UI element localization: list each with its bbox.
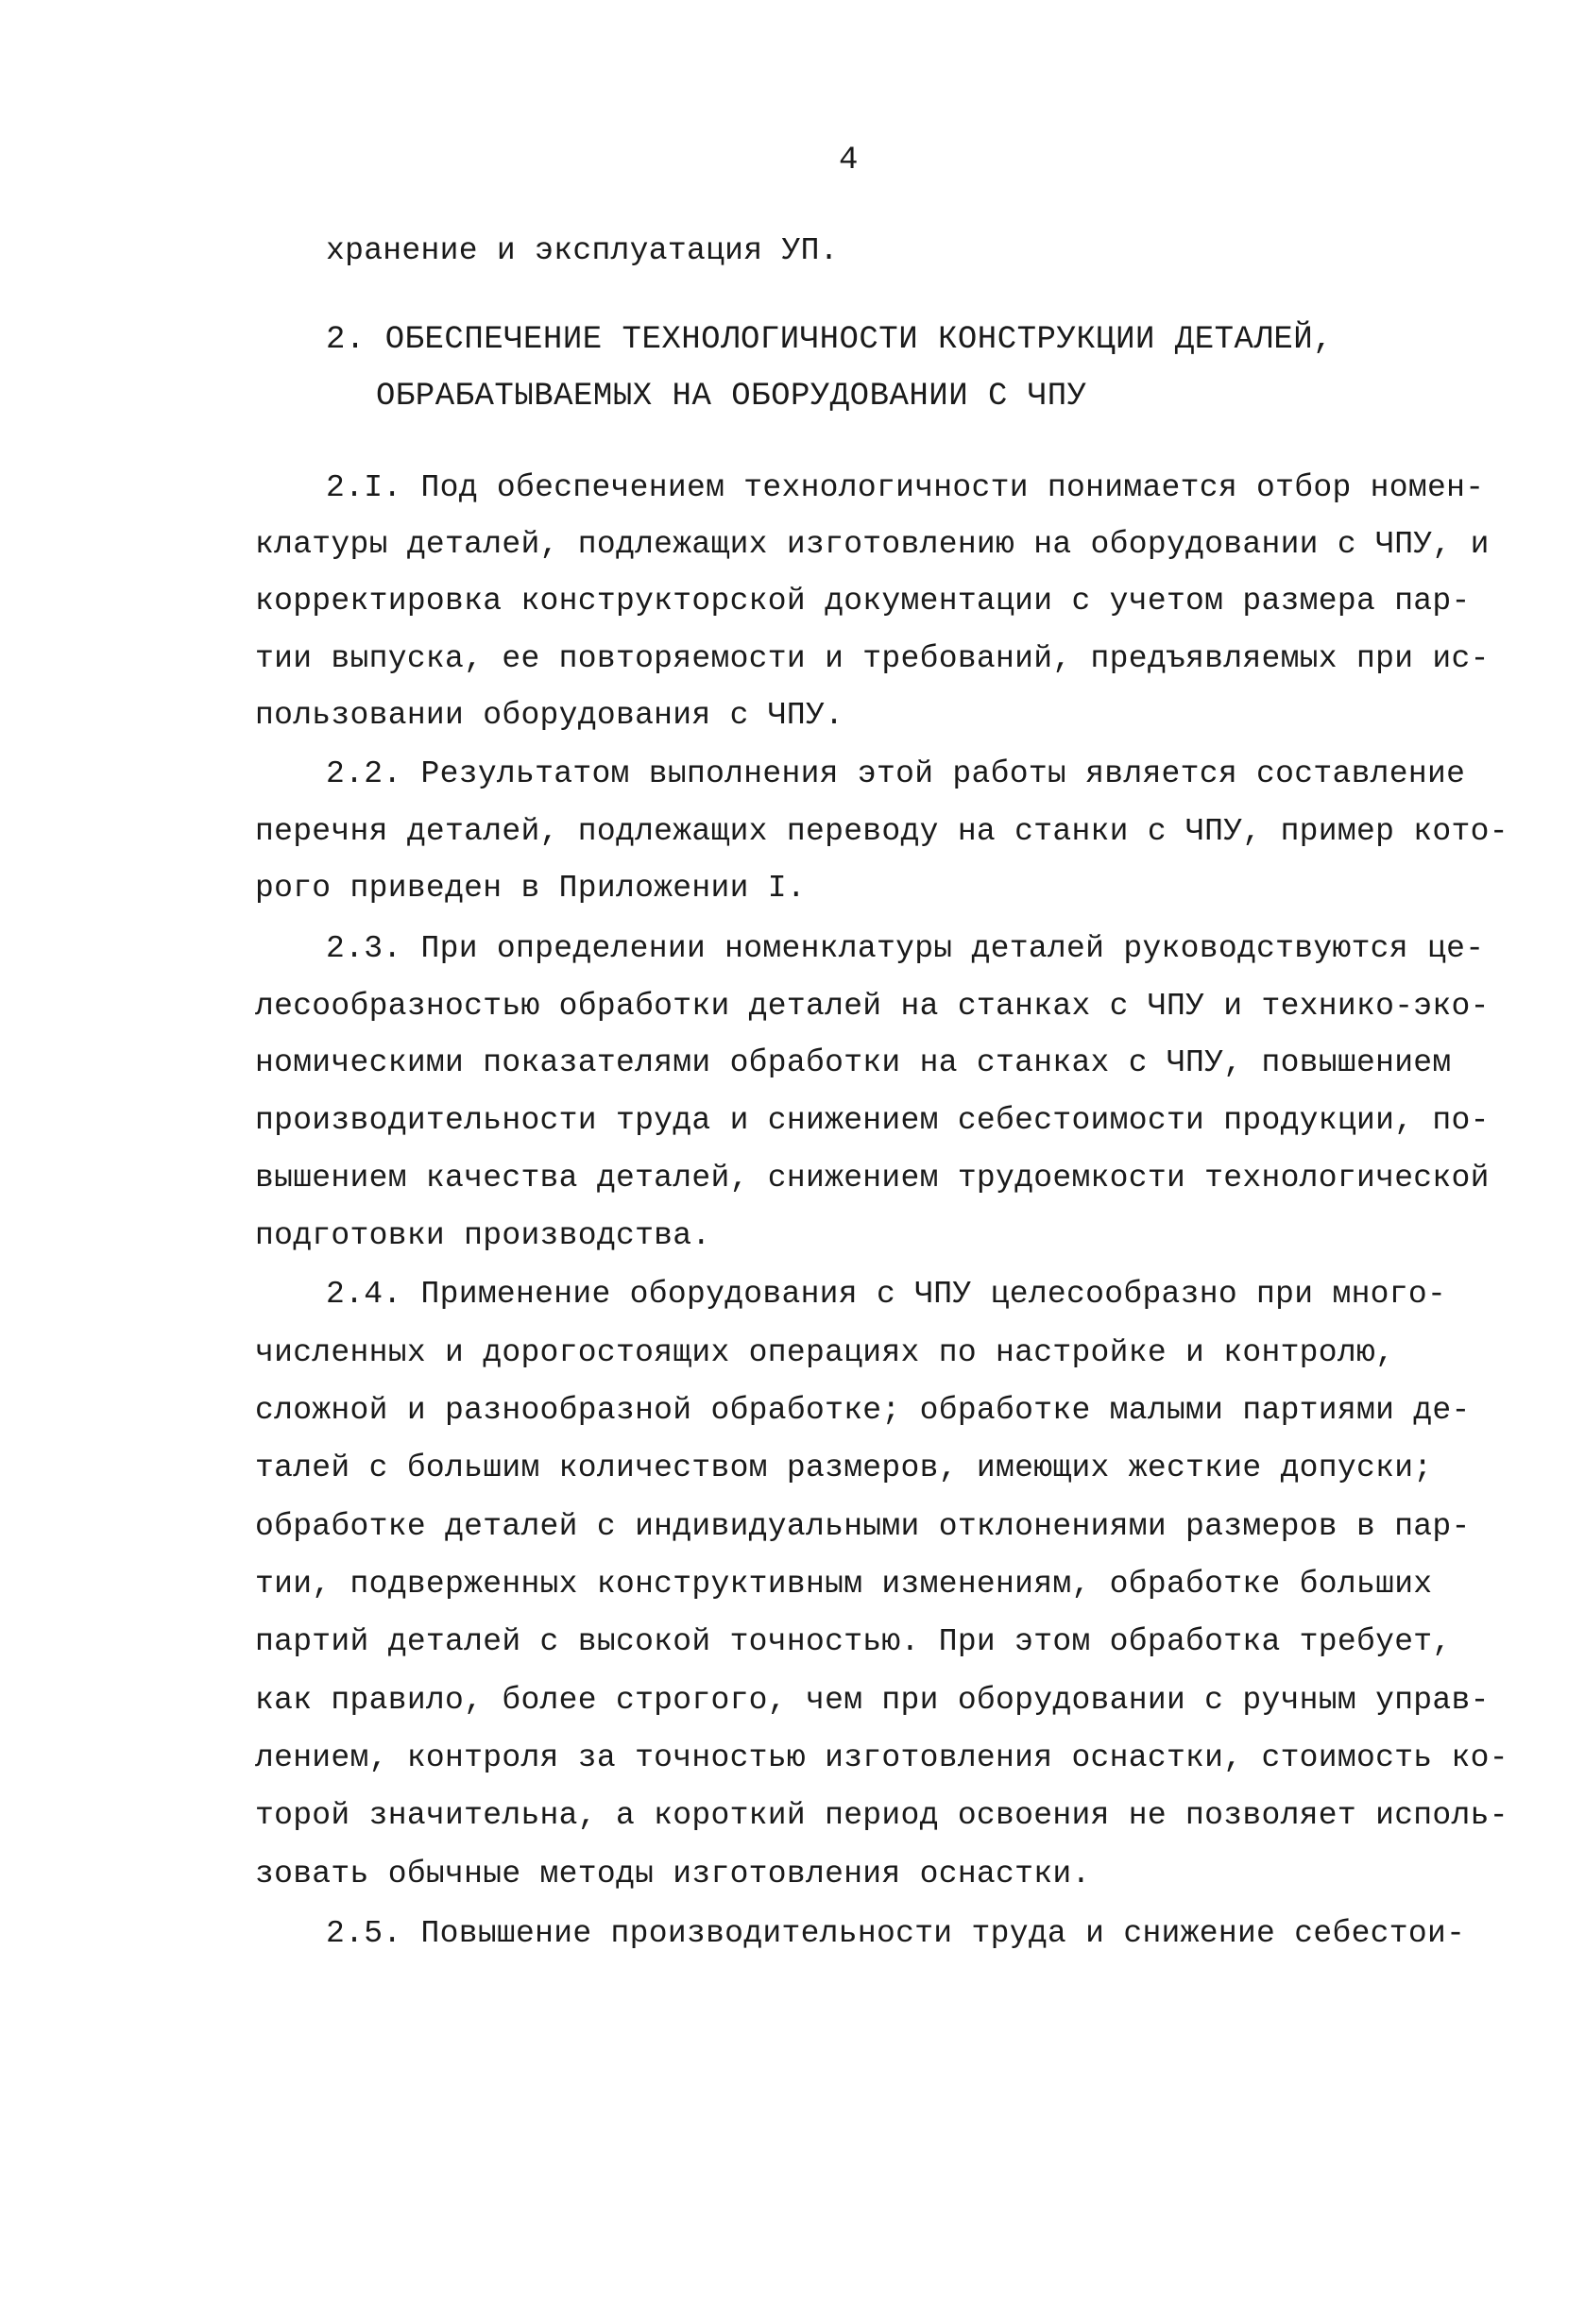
paragraph-2-2-line: 2.2. Результатом выполнения этой работы является составление xyxy=(326,756,1466,791)
paragraph-2-1-line: 2.I. Под обеспечением технологичности понимается отбор номен- xyxy=(326,470,1485,505)
paragraph-2-3-line: лесообразностью обработки деталей на станках с ЧПУ и технико-эко- xyxy=(255,989,1490,1024)
paragraph-2-3-line: производительности труда и снижением себестоимости продукции, по- xyxy=(255,1103,1490,1138)
paragraph-2-2-line: рого приведен в Приложении I. xyxy=(255,871,806,906)
paragraph-2-1-line: корректировка конструкторской документации с учетом размера пар- xyxy=(255,584,1471,619)
page-number: 4 xyxy=(839,143,859,178)
paragraph-2-3-line: номическими показателями обработки на станках с ЧПУ, повышением xyxy=(255,1045,1452,1080)
paragraph-2-4-line: талей с большим количеством размеров, имеющих жесткие допуски; xyxy=(255,1450,1433,1485)
paragraph-2-1-line: тии выпуска, ее повторяемости и требований, предъявляемых при ис- xyxy=(255,641,1490,676)
paragraph-2-1-line: пользовании оборудования с ЧПУ. xyxy=(255,698,844,733)
paragraph-2-4-line: тии, подверженных конструктивным изменениям, обработке больших xyxy=(255,1567,1433,1602)
paragraph-2-4-line: обработке деталей с индивидуальными отклонениями размеров в пар- xyxy=(255,1509,1471,1544)
paragraph-2-2-line: перечня деталей, подлежащих переводу на станки с ЧПУ, пример кото- xyxy=(255,814,1508,849)
paragraph-2-4-line: торой значительна, а короткий период освоения не позволяет исполь- xyxy=(255,1798,1508,1833)
paragraph-2-3-line: 2.3. При определении номенклатуры деталей руководствуются це- xyxy=(326,931,1485,966)
paragraph-2-4-line: численных и дорогостоящих операциях по настройке и контролю, xyxy=(255,1335,1395,1370)
paragraph-2-4-line: лением, контроля за точностью изготовления оснастки, стоимость ко- xyxy=(255,1740,1508,1775)
intro-line: хранение и эксплуатация УП. xyxy=(326,233,839,268)
paragraph-2-3-line: вышением качества деталей, снижением трудоемкости технологической xyxy=(255,1161,1490,1196)
paragraph-2-4-line: 2.4. Применение оборудования с ЧПУ целесообразно при много- xyxy=(326,1277,1447,1312)
paragraph-2-4-line: партий деталей с высокой точностью. При этом обработка требует, xyxy=(255,1624,1452,1659)
section-title-line-2: ОБРАБАТЫВАЕМЫХ НА ОБОРУДОВАНИИ С ЧПУ xyxy=(376,379,1087,415)
paragraph-2-5-line: 2.5. Повышение производительности труда и снижение себестои- xyxy=(326,1916,1466,1951)
paragraph-2-4-line: сложной и разнообразной обработке; обработке малыми партиями де- xyxy=(255,1393,1471,1428)
paragraph-2-3-line: подготовки производства. xyxy=(255,1218,711,1253)
paragraph-2-4-line: как правило, более строгого, чем при оборудовании с ручным управ- xyxy=(255,1683,1490,1718)
section-title-line-1: 2. ОБЕСПЕЧЕНИЕ ТЕХНОЛОГИЧНОСТИ КОНСТРУКЦИИ ДЕТАЛЕЙ, xyxy=(326,322,1334,358)
paragraph-2-4-line: зовать обычные методы изготовления оснастки. xyxy=(255,1857,1091,1891)
paragraph-2-1-line: клатуры деталей, подлежащих изготовлению на оборудовании с ЧПУ, и xyxy=(255,527,1490,562)
